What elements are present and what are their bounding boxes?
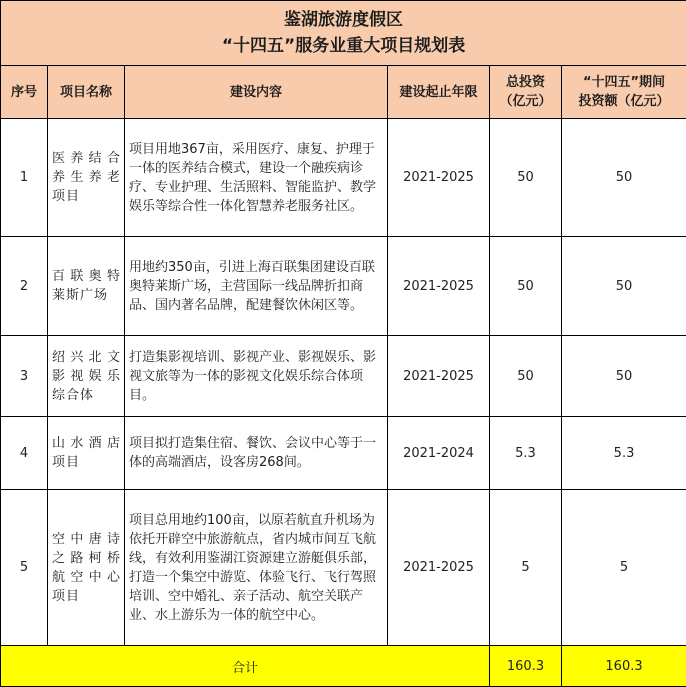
row-content: 项目拟打造集住宿、餐饮、会议中心等于一体的高端酒店，设客房268间。 (125, 417, 388, 490)
total-investment: 160.3 (490, 646, 562, 687)
row-seq: 1 (1, 119, 48, 237)
row-plan: 50 (562, 119, 686, 237)
total-label: 合计 (1, 646, 490, 687)
header-row (1, 66, 686, 119)
row-plan: 5.3 (562, 417, 686, 490)
title-line-1: 鉴湖旅游度假区 (1, 7, 686, 33)
total-plan-investment: 160.3 (562, 646, 686, 687)
header-total (490, 66, 562, 119)
header-content: 建设内容 (125, 66, 388, 119)
row-name: 医养结合养生养老项目 (48, 119, 125, 237)
row-plan: 50 (562, 237, 686, 336)
title-row (1, 1, 686, 66)
table-row (1, 237, 686, 336)
header-plan-line2: 投资额（亿元） (562, 92, 686, 111)
header-plan (562, 66, 686, 119)
row-period: 2021-2025 (388, 336, 490, 417)
row-content: 用地约350亩，引进上海百联集团建设百联奥特莱斯广场，主营国际一线品牌折扣商品、国内著名品牌，配建餐饮休闲区等。 (125, 237, 388, 336)
row-total: 50 (490, 119, 562, 237)
row-name: 绍兴北文影视娱乐综合体 (48, 336, 125, 417)
row-content: 项目用地367亩，采用医疗、康复、护理于一体的医养结合模式，建设一个融疾病诊疗、专业护理、生活照料、智能监护、教学娱乐等综合性一体化智慧养老服务社区。 (125, 119, 388, 237)
header-total-line1: 总投资 (490, 73, 561, 92)
row-seq: 4 (1, 417, 48, 490)
table-title (1, 1, 686, 66)
row-name: 空中唐诗之路柯桥航空中心项目 (48, 490, 125, 646)
total-row (1, 646, 686, 687)
table-row (1, 119, 686, 237)
row-seq: 3 (1, 336, 48, 417)
row-total: 50 (490, 336, 562, 417)
row-seq: 5 (1, 490, 48, 646)
row-name: 山水酒店项目 (48, 417, 125, 490)
row-period: 2021-2024 (388, 417, 490, 490)
row-name: 百联奥特莱斯广场 (48, 237, 125, 336)
table-row (1, 417, 686, 490)
row-plan: 50 (562, 336, 686, 417)
row-content: 打造集影视培训、影视产业、影视娱乐、影视文旅等为一体的影视文化娱乐综合体项目。 (125, 336, 388, 417)
header-total-line2: （亿元） (490, 92, 561, 111)
header-name: 项目名称 (48, 66, 125, 119)
title-line-2: “十四五”服务业重大项目规划表 (1, 33, 686, 59)
header-plan-line1: “十四五”期间 (562, 73, 686, 92)
row-total: 5.3 (490, 417, 562, 490)
table-row (1, 336, 686, 417)
row-period: 2021-2025 (388, 490, 490, 646)
row-seq: 2 (1, 237, 48, 336)
table-row (1, 490, 686, 646)
row-plan: 5 (562, 490, 686, 646)
header-period: 建设起止年限 (388, 66, 490, 119)
row-period: 2021-2025 (388, 237, 490, 336)
header-seq: 序号 (1, 66, 48, 119)
row-total: 5 (490, 490, 562, 646)
row-total: 50 (490, 237, 562, 336)
row-period: 2021-2025 (388, 119, 490, 237)
row-content: 项目总用地约100亩，以原若航直升机场为依托开辟空中旅游航点，省内城市间互飞航线，有效利用鉴湖江资源建立游艇俱乐部，打造一个集空中游览、体验飞行、飞行驾照培训、空中婚礼、亲子活动、航空关联产业、水上游乐为一体的航空中心。 (125, 490, 388, 646)
